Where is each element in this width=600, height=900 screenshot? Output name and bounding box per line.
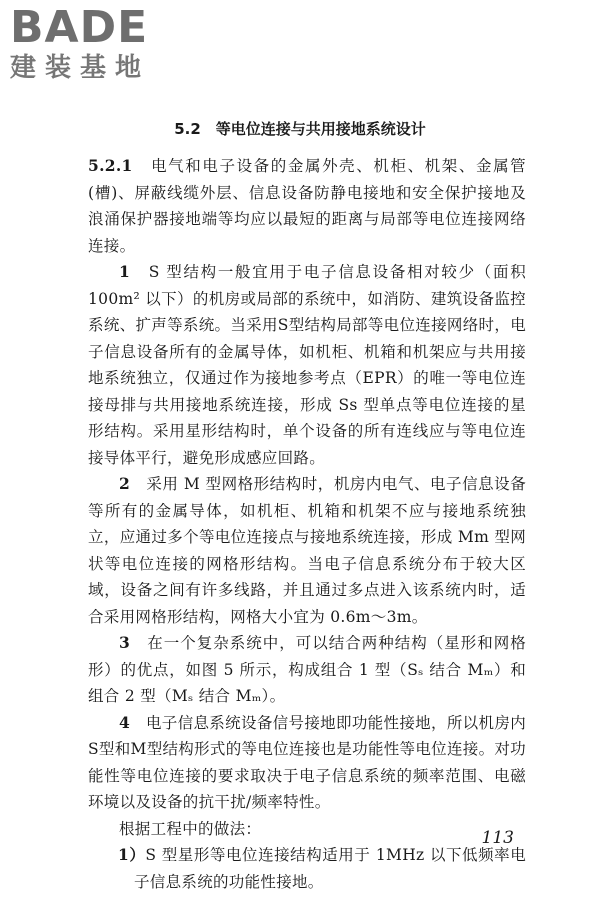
- item-number: 2: [119, 474, 131, 493]
- item-text: 采用 M 型网格形结构时，机房内电气、电子信息设备等所有的金属导体，如机柜、机箱和机架不应与接地系统独立，应通过多个等电位连接点与接地系统连接，形成 Mm 型网状等电位连接的网格形结构。当电子信息系统分布于较大区域，设备之间有许多线路，并且通过多点进入该系统内时，适合采用网格形结构，网格大小宜为 0.6m～3m。: [88, 475, 526, 626]
- logo-wordmark: BADE: [10, 2, 149, 53]
- practice-intro: 根据工程中的做法：: [119, 819, 262, 838]
- item-number: 1: [119, 262, 131, 281]
- clause-paragraph: [88, 153, 526, 259]
- item-paragraph-2: [88, 471, 526, 630]
- clause-number: 5.2.1: [88, 156, 133, 175]
- practice-item-number: 1）: [118, 845, 146, 864]
- brand-logo: [10, 2, 180, 84]
- practice-item-1: [88, 842, 526, 895]
- item-number: 4: [119, 712, 131, 732]
- item-paragraph-3: [88, 630, 526, 710]
- item-text: 在一个复杂系统中，可以结合两种结构（星形和网格形）的优点，如图 5 所示，构成组合 1 型（Sₛ 结合 Mₘ）和组合 2 型（Mₛ 结合 Mₘ）。: [88, 634, 526, 705]
- clause-text: 电气和电子设备的金属外壳、机柜、机架、金属管(槽)、屏蔽线缆外层、信息设备防静电接地和安全保护接地及浪涌保护器接地端等均应以最短的距离与局部等电位连接网络连接。: [88, 157, 526, 255]
- practice-item-text: S 型星形等电位连接结构适用于 1MHz 以下低频率电子信息系统的功能性接地。: [134, 846, 526, 891]
- page-number: 113: [481, 828, 514, 848]
- item-paragraph-1: [88, 259, 526, 471]
- item-paragraph-4: [88, 710, 526, 816]
- logo-subtitle: 建装基地: [10, 53, 151, 83]
- body-text: [88, 153, 526, 895]
- item-text: S 型结构一般宜用于电子信息设备相对较少（面积100m² 以下）的机房或局部的系统中，如消防、建筑设备监控系统、扩声等系统。当采用S型结构局部等电位连接网络时，电子信息设备所有的金属导体，如机柜、机箱和机架应与共用接地系统独立，仅通过作为接地参考点（EPR）的唯一等电位连接母排与共用接地系统连接，形成 Ss 型单点等电位连接的星形结构。采用星形结构时，单个设备的所有连线应与等电位连接导体平行，避免形成感应回路。: [88, 263, 526, 467]
- item-number: 3: [119, 633, 131, 652]
- section-title: 5.2 等电位连接与共用接地系统设计: [174, 120, 426, 138]
- item-text: 电子信息系统设备信号接地即功能性接地，所以机房内S型和M型结构形式的等电位连接也是功能性等电位连接。对功能性等电位连接的要求取决于电子信息系统的频率范围、电磁环境以及设备的抗干扰/频率特性。: [88, 713, 526, 811]
